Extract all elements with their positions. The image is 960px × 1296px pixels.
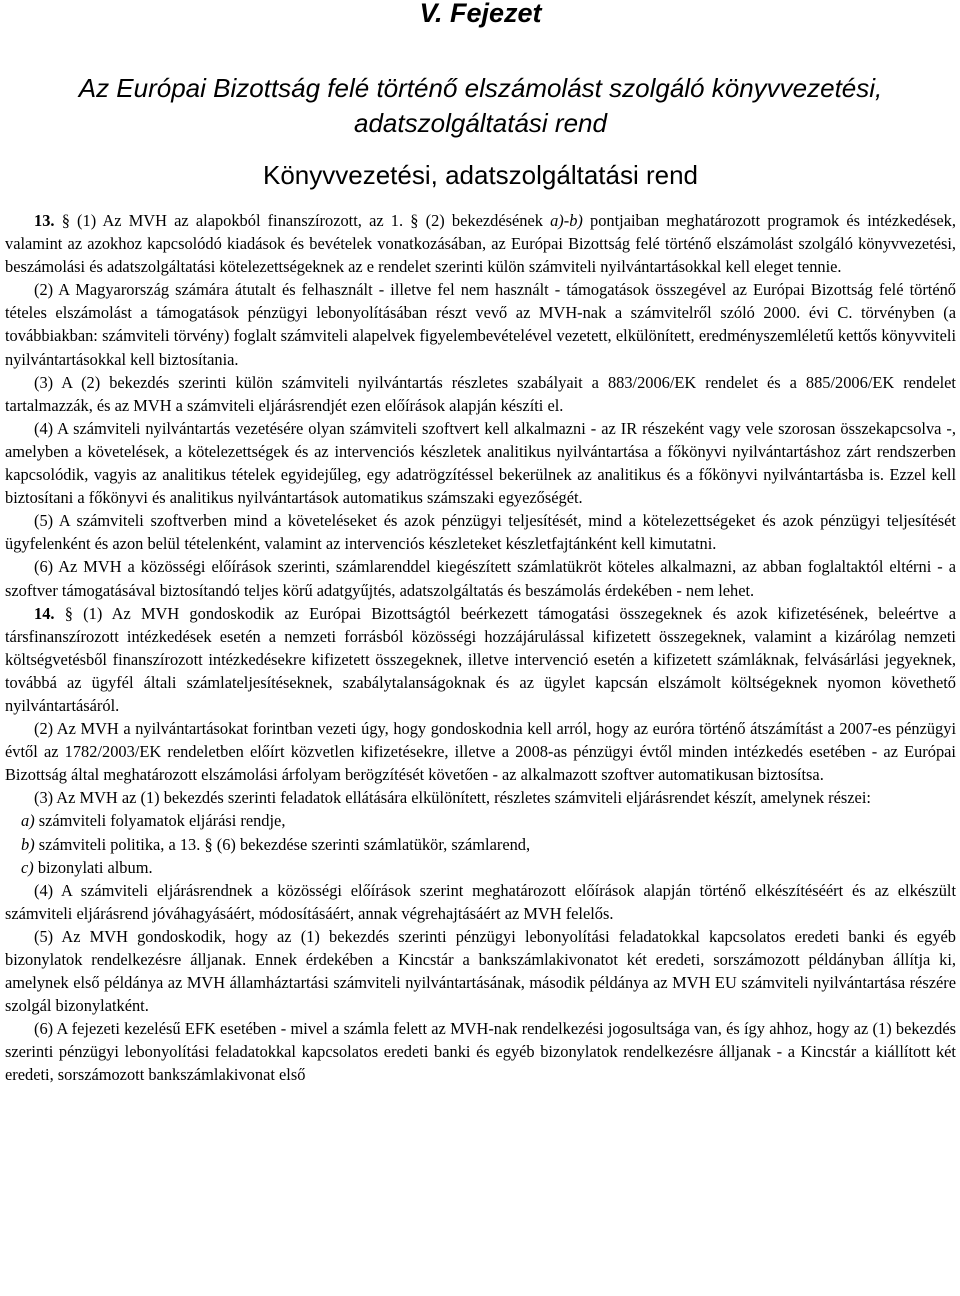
paragraph-13-1 (5, 209, 956, 278)
section-number-13: 13. (34, 211, 55, 230)
paragraph-13-2: (2) A Magyarország számára átutalt és felhasznált - illetve fel nem használt - támogatások összegével az Európai Bizottság felé történő tételes elszámolást a támogatások pénzügyi lebonyolításában részt vevő az MVH-nak a számvitelről szóló 2000. évi C. törvényben (a továbbiakban: számviteli törvény) foglalt számviteli alapelvek figyelembevételével vezetett, elkülönített, eredményszemléletű kettős könyvviteli nyilvántartásokkal kell biztosítania. (5, 280, 956, 369)
paragraph-14-3: (3) Az MVH az (1) bekezdés szerinti feladatok ellátására elkülönített, részletes számviteli eljárásrendet készít, amelynek részei: (34, 788, 871, 808)
paragraph-14-6: (6) A fejezeti kezelésű EFK esetében - mivel a számla felett az MVH-nak rendelkezési jogosultsága van, és így ahhoz, hogy az (1) bekezdés szerinti pénzügyi lebonyolítási feladatokkal kapcsolatos eredeti banki és egyéb bizonylatok rendelkezésre álljanak - a Kincstár a kiállított két eredeti, sorszámozott bankszámlakivonat első (5, 1019, 956, 1085)
list-item (5, 856, 956, 879)
list-item-label: c) (21, 857, 34, 877)
text-14-1: § (1) Az MVH gondoskodik az Európai Bizottságtól beérkezett támogatási összegeknek és azok kifizetésének, beleértve a társfinanszírozott intézkedések esetén a nemzeti forrásból közösségi hozzájárulással kifizetett összegeknek, valamint a kizárólag nemzeti költségvetésből finanszírozott intézkedésekre kifizetett összegeknek, illetve intervenció esetén a kifizetett számláknak, felvásárlási jegyeknek, továbbá az ügyfél általi számlateljesítéseknek, szabálytalanságoknak és az ügylet kapcsán elszámolt költségeknek nyomon követhető nyilvántartásáról. (5, 603, 956, 715)
list-item-text: számviteli politika, a 13. § (6) bekezdése szerinti számlatükör, számlarend, (34, 834, 531, 854)
text-13-1-c: pontjaiban meghatározott programok és intézkedések, valamint az azokhoz kapcsolódó kiadások és bevételek vonatkozásában, az Európai Bizottság felé történő elszámolást szolgáló könyvvezetési, beszámolási és adatszolgáltatási kötelezettségeknek az e rendelet szerinti külön számviteli nyilvántartásokkal kell eleget tennie. (5, 211, 956, 277)
list-item (5, 833, 956, 856)
chapter-title-line-1: Az Európai Bizottság felé történő elszámolást szolgáló könyvvezetési, (78, 73, 883, 103)
paragraph-13-3: (3) A (2) bekezdés szerinti külön számviteli nyilvántartás részletes szabályait a 883/2006/EK rendelet és a 885/2006/EK rendelet tartalmazzák, és az MVH a számviteli eljárásrendjét ezen előírások alapján készíti el. (5, 372, 956, 415)
paragraph-14-1 (5, 602, 956, 717)
paragraph-14-4: (4) A számviteli eljárásrendnek a közösségi előírások szerint meghatározott előírások alapján történő elkészítéséért és az elkészült számviteli eljárásrend jóváhagyásáért, módosításáért, annak végrehajtásáért az MVH felelős. (5, 880, 956, 923)
paragraph-14-2: (2) Az MVH a nyilvántartásokat forintban vezeti úgy, hogy gondoskodnia kell arról, hogy az euróra történő átszámítást a 2007-es pénzügyi évtől az 1782/2003/EK rendeletben előírt közvetlen kifizetésekre, illetve a 2008-as pénzügyi évtől minden intézkedés esetében - az Európai Bizottság által meghatározott elszámolási árfolyam berögzítését követően - az alkalmazott szoftver automatikusan biztosítsa. (5, 719, 956, 785)
paragraph-14-5: (5) Az MVH gondoskodik, hogy az (1) bekezdés szerinti pénzügyi lebonyolítási feladatokkal kapcsolatos eredeti banki és egyéb bizonylatok rendelkezésre álljanak. Ennek érdekében a Kincstár a bankszámlakivonatot két eredeti, sorszámozott példányban állítja ki, amelynek első példánya az MVH államháztartási számviteli nyilvántartásának, második példánya az MVH EU számviteli nyilvántartása részére szolgál bizonylatként. (5, 926, 956, 1016)
chapter-heading: V. Fejezet (419, 0, 542, 28)
document-body (5, 209, 956, 1087)
list-item (5, 809, 956, 832)
section-subtitle: Könyvvezetési, adatszolgáltatási rend (262, 160, 699, 190)
chapter-title (5, 71, 956, 141)
list-item-label: b) (21, 834, 35, 854)
text-13-1-b: a)-b) (550, 211, 583, 230)
section-number-14: 14. (34, 603, 55, 623)
text-13-1-a: § (1) Az MVH az alapokból finanszírozott, az 1. § (2) bekezdésének (61, 211, 551, 230)
list-item-label: a) (21, 811, 35, 831)
paragraph-13-5: (5) A számviteli szoftverben mind a követeléseket és azok pénzügyi teljesítését, mind a kötelezettségeket és azok pénzügyi teljesítését ügyfelenként és azon belül tételenként, valamint az intervenciós készleteket készletfajtánként kell kimutatni. (5, 511, 956, 554)
chapter-title-line-2: adatszolgáltatási rend (354, 108, 607, 138)
list-item-text: bizonylati album. (33, 857, 153, 877)
paragraph-13-6: (6) Az MVH a közösségi előírások szerinti, számlarenddel kiegészített számlatükröt köteles alkalmazni, az abban foglaltaktól eltérni - a szoftver támogatásával biztosítandó teljes körű adatgyűjtés, adatszolgáltatás és beszámolás érdekében - nem lehet. (5, 557, 956, 600)
paragraph-13-4: (4) A számviteli nyilvántartás vezetésére olyan számviteli szoftvert kell alkalmazni - az IR részeként vagy vele szorosan összekapcsolva -, amelyben a követelések, a kötelezettségek és az intervenciós készletek analitikus nyilvántartása a főkönyvi nyilvántartáshoz zárt rendszerben kapcsolódik, vagyis az analitikus tételek egyidejűleg, egy adatrögzítéssel bekerülnek az analitikus és a főkönyvi nyilvántartásba is. Ezzel kell biztosítani a főkönyvi és analitikus nyilvántartások automatikus számszaki egyezőségét. (5, 418, 956, 508)
list-item-text: számviteli folyamatok eljárási rendje, (34, 811, 286, 831)
